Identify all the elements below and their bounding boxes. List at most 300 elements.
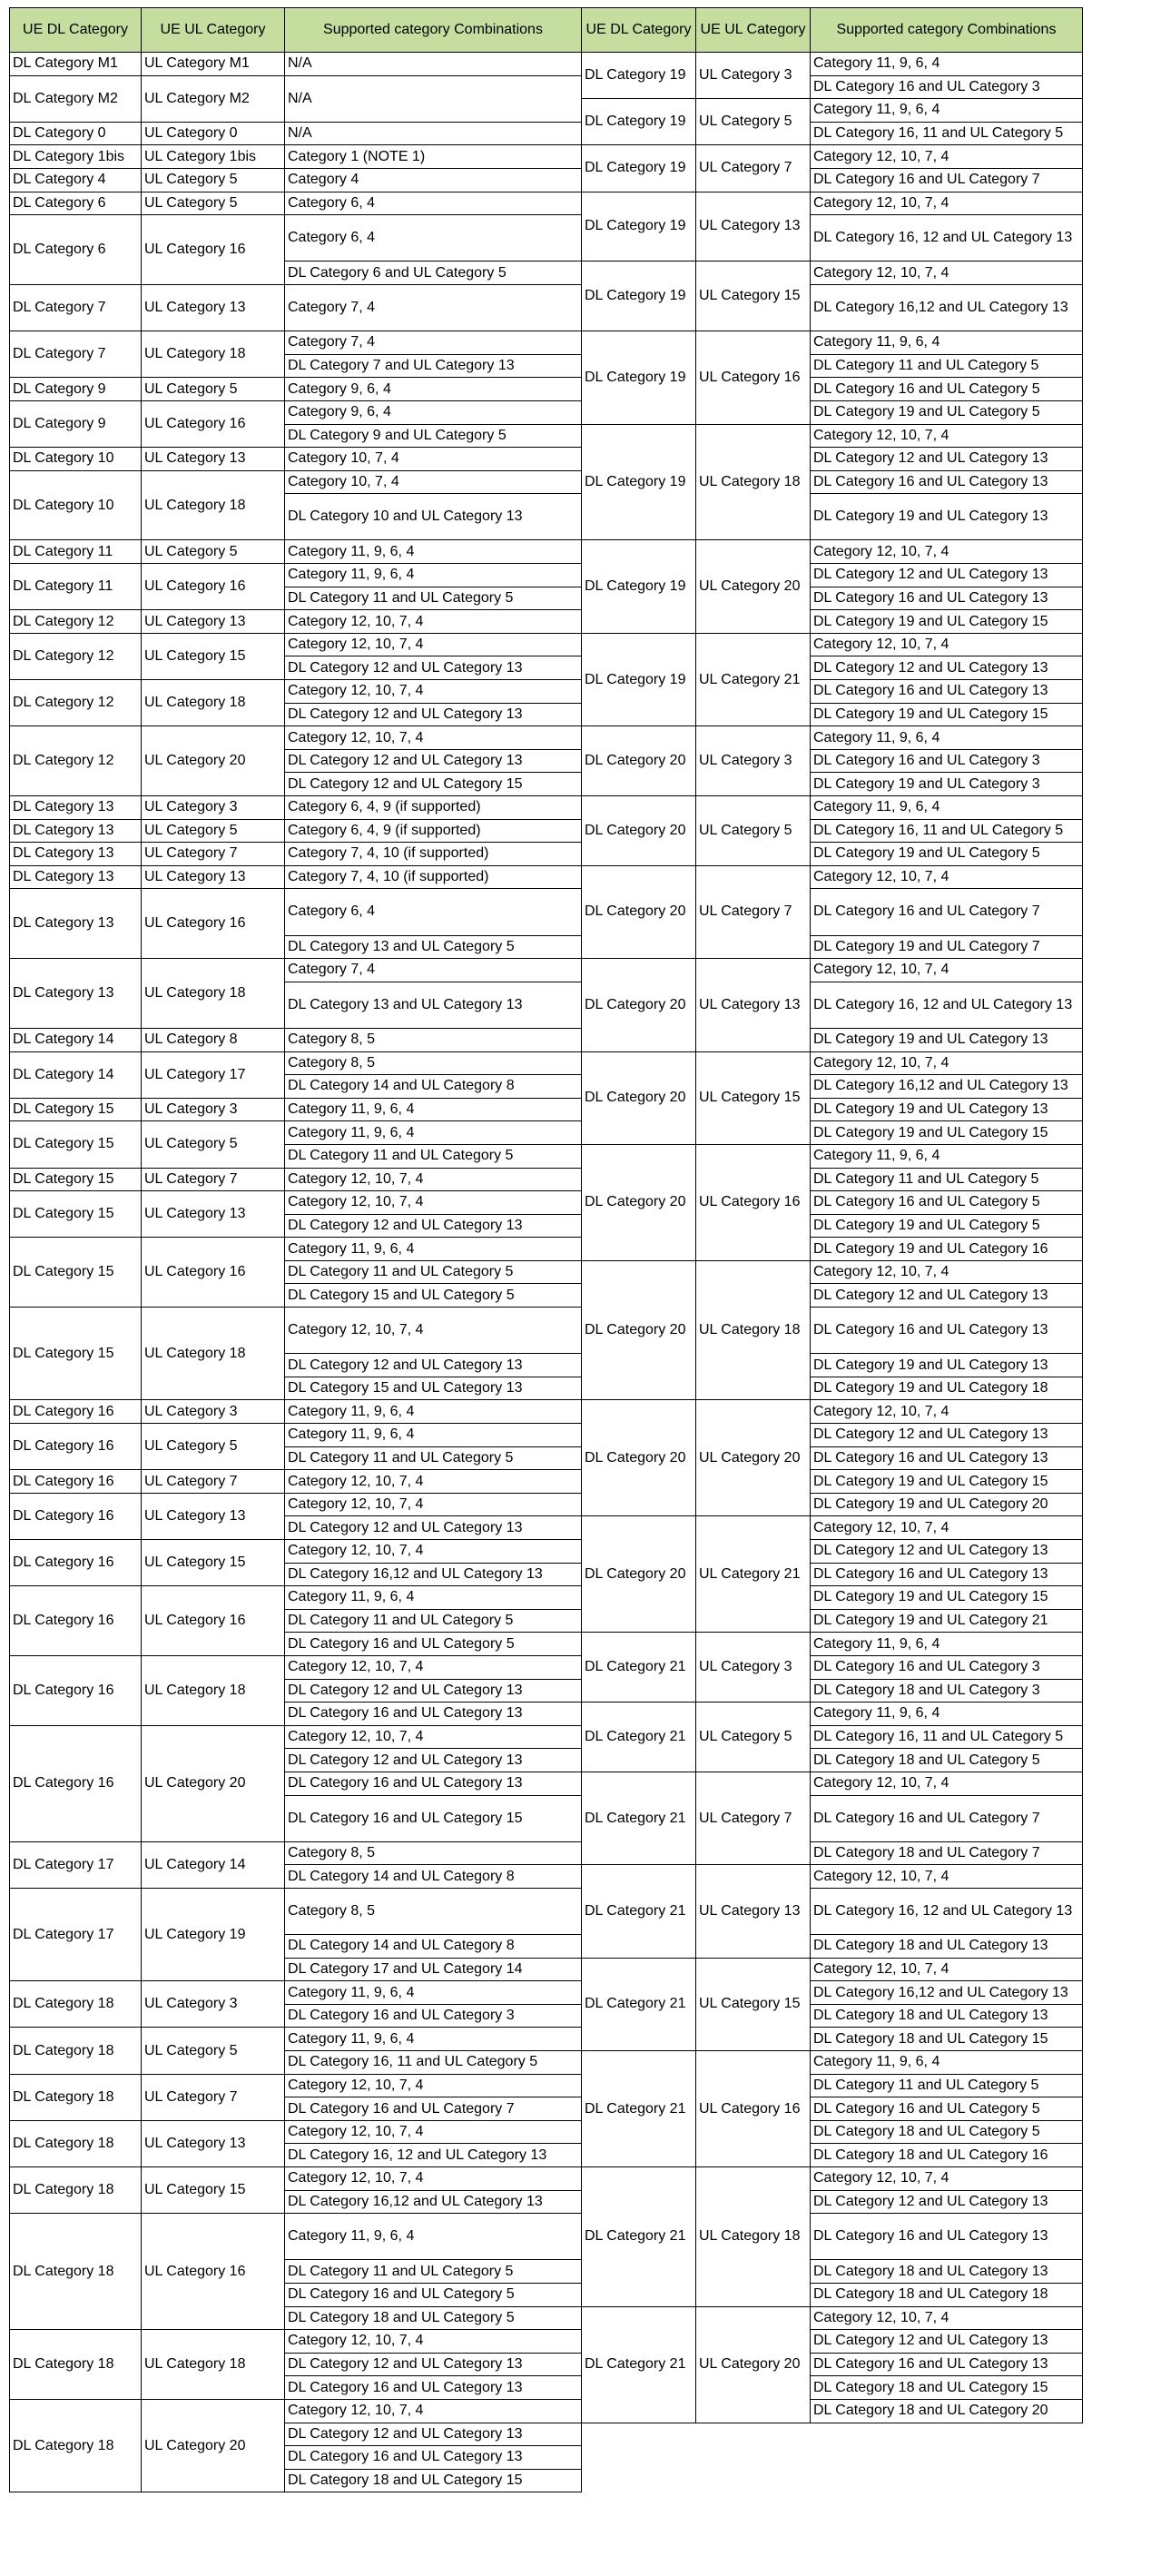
combination-cell: Category 12, 10, 7, 4 [811,192,1083,215]
dl-category-cell: DL Category 18 [10,2214,142,2330]
combination-cell: Category 12, 10, 7, 4 [811,1958,1083,1981]
combination-cell: Category 12, 10, 7, 4 [285,1191,582,1215]
combination-cell: DL Category 19 and UL Category 20 [811,1493,1083,1516]
combination-cell: DL Category 19 and UL Category 16 [811,1238,1083,1261]
dl-category-cell: DL Category 13 [10,843,142,866]
header-supported-combinations: Supported category Combinations [811,8,1083,53]
table-row [10,819,582,843]
combination-cell: DL Category 11 and UL Category 5 [811,354,1083,378]
dl-category-cell: DL Category 19 [582,262,696,331]
dl-category-cell: DL Category 20 [582,796,696,866]
ul-category-cell: UL Category 3 [696,726,811,796]
combination-cell: DL Category 19 and UL Category 21 [811,1609,1083,1633]
combination-cell: Category 8, 5 [285,1051,582,1075]
ul-category-cell: UL Category 13 [142,2120,285,2166]
dl-category-cell: DL Category 19 [582,53,696,99]
combination-cell: Category 11, 9, 6, 4 [285,2028,582,2051]
combination-cell: DL Category 11 and UL Category 5 [285,1144,582,1168]
dl-category-cell: DL Category 20 [582,1144,696,1260]
dl-category-cell: DL Category 13 [10,889,142,959]
combination-cell: DL Category 14 and UL Category 8 [285,1865,582,1889]
combination-cell: DL Category 16 and UL Category 13 [811,680,1083,704]
dl-category-cell: DL Category 7 [10,284,142,331]
combination-cell: DL Category 18 and UL Category 18 [811,2284,1083,2307]
ul-category-cell: UL Category 1bis [142,145,285,169]
table-row [10,1238,582,1261]
ul-category-cell: UL Category 16 [696,1144,811,1260]
table-row [582,865,1083,889]
combination-cell: Category 11, 9, 6, 4 [285,1586,582,1610]
ul-category-cell: UL Category 7 [142,843,285,866]
combination-cell: Category 12, 10, 7, 4 [285,2120,582,2144]
table-row [582,1051,1083,1075]
dl-category-cell: DL Category 16 [10,1540,142,1586]
header-ue-ul-category: UE UL Category [142,8,285,53]
ul-category-cell: UL Category 18 [142,2330,285,2400]
ul-category-cell: UL Category 16 [696,2051,811,2167]
combination-cell: DL Category 16 and UL Category 13 [285,1703,582,1726]
table-row [582,2167,1083,2191]
table-row [582,959,1083,982]
combination-cell: Category 12, 10, 7, 4 [285,1655,582,1679]
combination-cell: DL Category 15 and UL Category 13 [285,1377,582,1400]
combination-cell: DL Category 16, 11 and UL Category 5 [811,819,1083,843]
combination-cell: DL Category 16 and UL Category 13 [811,1563,1083,1586]
dl-category-cell: DL Category 19 [582,145,696,192]
combination-cell: DL Category 12 and UL Category 13 [811,2190,1083,2214]
combination-cell: DL Category 6 and UL Category 5 [285,262,582,285]
ul-category-cell: UL Category 16 [142,215,285,285]
dl-category-cell: DL Category 16 [10,1424,142,1470]
combination-cell: DL Category 12 and UL Category 13 [285,2423,582,2446]
table-body-left [10,53,582,2492]
combination-cell: DL Category 16 and UL Category 13 [811,2214,1083,2260]
ul-category-cell: UL Category 18 [142,470,285,540]
dl-category-cell: DL Category 18 [10,2330,142,2400]
combination-cell: Category 9, 6, 4 [285,378,582,401]
combination-cell: DL Category 16 and UL Category 7 [811,1795,1083,1841]
table-row [10,1051,582,1075]
combination-cell: DL Category 12 and UL Category 13 [811,1424,1083,1447]
dl-category-cell: DL Category 20 [582,1260,696,1400]
table-row [582,192,1083,215]
combination-cell: DL Category 16 and UL Category 5 [811,378,1083,401]
dl-category-cell: DL Category 7 [10,331,142,378]
combination-cell: DL Category 19 and UL Category 15 [811,1470,1083,1494]
table-row [582,726,1083,750]
ul-category-cell: UL Category 20 [142,2399,285,2492]
combination-cell: DL Category 14 and UL Category 8 [285,1075,582,1099]
combination-cell: DL Category 18 and UL Category 16 [811,2144,1083,2167]
combination-cell: DL Category 19 and UL Category 13 [811,1354,1083,1377]
combination-cell: Category 11, 9, 6, 4 [811,1144,1083,1168]
combination-cell: DL Category 11 and UL Category 5 [285,1446,582,1470]
combination-cell: DL Category 16 and UL Category 13 [811,470,1083,494]
combination-cell: Category 11, 9, 6, 4 [285,2214,582,2260]
table-header-row [582,8,1083,53]
ul-category-cell: UL Category 3 [142,1400,285,1424]
ul-category-cell: UL Category 13 [142,448,285,471]
ul-category-cell: UL Category 13 [696,1865,811,1958]
table-row [10,959,582,982]
combination-cell: Category 12, 10, 7, 4 [811,959,1083,982]
table-row [10,448,582,471]
ul-category-cell: UL Category M1 [142,53,285,76]
ul-category-cell: UL Category 16 [696,331,811,424]
table-row [10,633,582,656]
table-row [582,796,1083,820]
combination-cell: DL Category 16,12 and UL Category 13 [285,2190,582,2214]
combination-cell: DL Category 18 and UL Category 15 [285,2469,582,2492]
combination-cell: Category 11, 9, 6, 4 [811,796,1083,820]
table-row [10,1191,582,1215]
dl-category-cell: DL Category 16 [10,1586,142,1656]
table-row [10,1888,582,1934]
ul-category-cell: UL Category 5 [696,99,811,145]
combination-cell: DL Category 19 and UL Category 13 [811,1028,1083,1051]
combination-cell: DL Category 18 and UL Category 13 [811,1935,1083,1959]
table-row [10,1121,582,1145]
combination-cell: DL Category 16, 12 and UL Category 13 [811,215,1083,262]
dl-category-cell: DL Category 16 [10,1725,142,1841]
combination-cell: DL Category 19 and UL Category 13 [811,494,1083,540]
combination-cell: DL Category 16 and UL Category 13 [811,2353,1083,2376]
dl-category-cell: DL Category 21 [582,1633,696,1703]
dl-category-cell: DL Category 21 [582,2167,696,2307]
combination-cell: DL Category 18 and UL Category 13 [811,2260,1083,2284]
table-row [10,122,582,145]
combination-cell: Category 12, 10, 7, 4 [811,1400,1083,1424]
ul-category-cell: UL Category 3 [142,796,285,820]
combination-cell: Category 11, 9, 6, 4 [811,2051,1083,2075]
combination-cell: DL Category 16, 12 and UL Category 13 [811,1888,1083,1934]
combination-cell: DL Category 11 and UL Category 5 [285,2260,582,2284]
combination-cell: Category 12, 10, 7, 4 [285,610,582,634]
table-row [10,1028,582,1051]
combination-cell: DL Category 11 and UL Category 5 [285,1260,582,1284]
dl-category-cell: DL Category M2 [10,75,142,122]
table-row [10,1400,582,1424]
dl-category-cell: DL Category 18 [10,2120,142,2166]
table-row [10,2214,582,2260]
combination-cell: Category 12, 10, 7, 4 [285,1493,582,1516]
dl-category-cell: DL Category 0 [10,122,142,145]
combination-cell: DL Category 19 and UL Category 7 [811,935,1083,959]
combination-cell: DL Category 16,12 and UL Category 13 [811,284,1083,331]
dl-category-cell: DL Category 19 [582,331,696,424]
ul-category-cell: UL Category 20 [142,1725,285,1841]
dl-category-cell: DL Category 9 [10,378,142,401]
dl-category-cell: DL Category 13 [10,959,142,1029]
ul-category-cell: UL Category 13 [142,865,285,889]
combination-cell: DL Category 12 and UL Category 13 [811,448,1083,471]
dl-category-cell: DL Category 12 [10,610,142,634]
combination-cell: Category 1 (NOTE 1) [285,145,582,169]
combination-cell: Category 6, 4 [285,215,582,262]
table-row [10,400,582,424]
combination-cell: DL Category 13 and UL Category 5 [285,935,582,959]
table-row [10,215,582,262]
combination-cell: Category 11, 9, 6, 4 [811,1633,1083,1656]
combination-cell: Category 12, 10, 7, 4 [811,2306,1083,2330]
ul-category-cell: UL Category 15 [142,2167,285,2214]
combination-cell: Category 12, 10, 7, 4 [285,1725,582,1749]
combination-cell: DL Category 9 and UL Category 5 [285,424,582,448]
combination-cell: DL Category 16, 11 and UL Category 5 [285,2051,582,2075]
dl-category-cell: DL Category 19 [582,633,696,725]
combination-cell: Category 12, 10, 7, 4 [285,1470,582,1494]
table-row [10,889,582,935]
combination-cell: DL Category 12 and UL Category 13 [285,1749,582,1772]
table-row [10,331,582,355]
dl-category-cell: DL Category 20 [582,865,696,958]
ul-category-cell: UL Category 15 [696,1051,811,1144]
dl-category-cell: DL Category 20 [582,959,696,1051]
table-row [10,540,582,564]
combination-cell: Category 6, 4 [285,889,582,935]
ul-category-cell: UL Category 5 [696,1703,811,1772]
table-row [582,424,1083,448]
combination-cell: Category 11, 9, 6, 4 [811,99,1083,123]
combination-cell: DL Category 12 and UL Category 13 [285,1354,582,1377]
combination-cell: Category 6, 4, 9 (if supported) [285,796,582,820]
combination-cell: Category 10, 7, 4 [285,470,582,494]
ul-category-cell: UL Category 21 [696,1516,811,1633]
dl-category-cell: DL Category 19 [582,424,696,540]
dl-category-cell: DL Category 15 [10,1238,142,1308]
table-row [10,1424,582,1447]
dl-category-cell: DL Category 19 [582,192,696,262]
combination-cell: DL Category 11 and UL Category 5 [811,1168,1083,1191]
table-row [582,1144,1083,1168]
combination-cell: DL Category 16 and UL Category 13 [285,2376,582,2400]
combination-cell: DL Category 18 and UL Category 5 [285,2306,582,2330]
combination-cell: DL Category 18 and UL Category 15 [811,2028,1083,2051]
dl-category-cell: DL Category 16 [10,1400,142,1424]
ul-category-cell: UL Category 16 [142,1238,285,1308]
table-row [10,1470,582,1494]
combination-cell: DL Category 16, 12 and UL Category 13 [285,2144,582,2167]
ul-category-cell: UL Category 5 [142,378,285,401]
ul-category-cell: UL Category 14 [142,1841,285,1888]
table-row [582,1703,1083,1726]
ul-category-cell: UL Category 18 [142,680,285,726]
table-row [10,1841,582,1865]
ul-category-cell: UL Category 3 [696,53,811,99]
dl-category-cell: DL Category M1 [10,53,142,76]
ul-category-cell: UL Category 8 [142,1028,285,1051]
ul-category-cell: UL Category 16 [142,889,285,959]
combination-cell: DL Category 16 and UL Category 5 [285,1633,582,1656]
ul-category-cell: UL Category 5 [696,796,811,866]
ul-category-cell: UL Category 18 [142,331,285,378]
combination-cell: Category 12, 10, 7, 4 [811,865,1083,889]
combination-cell: DL Category 12 and UL Category 13 [285,1214,582,1238]
table-row [10,470,582,494]
combination-cell: DL Category 18 and UL Category 20 [811,2399,1083,2423]
table-row [582,2306,1083,2330]
ul-category-cell: UL Category 13 [142,1493,285,1539]
dl-category-cell: DL Category 12 [10,633,142,679]
combination-cell: DL Category 16 and UL Category 7 [285,2097,582,2121]
table-row [10,284,582,331]
ul-category-cell: UL Category 5 [142,819,285,843]
combination-cell: DL Category 15 and UL Category 5 [285,1284,582,1308]
table-row [10,378,582,401]
dl-category-cell: DL Category 10 [10,448,142,471]
combination-cell: DL Category 14 and UL Category 8 [285,1935,582,1959]
ul-category-cell: UL Category 20 [696,1400,811,1516]
dl-category-cell: DL Category 17 [10,1888,142,1980]
table-row [582,633,1083,656]
ul-category-cell: UL Category 18 [696,2167,811,2307]
combination-cell: Category 10, 7, 4 [285,448,582,471]
combination-cell: DL Category 17 and UL Category 14 [285,1958,582,1981]
table-row [10,1168,582,1191]
combination-cell: Category 7, 4, 10 (if supported) [285,865,582,889]
ul-category-cell: UL Category 20 [696,2306,811,2423]
combination-cell: DL Category 19 and UL Category 15 [811,610,1083,634]
header-ue-dl-category: UE DL Category [582,8,696,53]
dl-category-cell: DL Category 12 [10,680,142,726]
combination-cell: Category 11, 9, 6, 4 [285,540,582,564]
combination-cell: DL Category 16 and UL Category 3 [285,2004,582,2028]
table-row [10,843,582,866]
table-row [582,145,1083,169]
dl-category-cell: DL Category 4 [10,168,142,192]
combination-cell: DL Category 18 and UL Category 5 [811,2120,1083,2144]
combination-cell: DL Category 19 and UL Category 5 [811,1214,1083,1238]
table-row [10,2120,582,2144]
dl-category-cell: DL Category 18 [10,2028,142,2074]
combination-cell: DL Category 19 and UL Category 5 [811,843,1083,866]
combination-cell: DL Category 16 and UL Category 3 [811,75,1083,99]
dl-category-cell: DL Category 14 [10,1028,142,1051]
combination-cell: Category 12, 10, 7, 4 [811,424,1083,448]
table-row [10,796,582,820]
dl-category-cell: DL Category 18 [10,1981,142,2028]
table-row [582,53,1083,76]
ul-category-cell: UL Category 21 [696,633,811,725]
combination-cell: DL Category 16,12 and UL Category 13 [811,1981,1083,2005]
ul-category-cell: UL Category 7 [142,1168,285,1191]
combination-cell: Category 11, 9, 6, 4 [285,1098,582,1121]
combination-cell: Category 12, 10, 7, 4 [285,2074,582,2097]
dl-category-cell: DL Category 16 [10,1470,142,1494]
ul-category-cell: UL Category 18 [142,1308,285,1400]
combination-cell: Category 7, 4, 10 (if supported) [285,843,582,866]
dl-category-cell: DL Category 15 [10,1098,142,1121]
combination-cell: DL Category 18 and UL Category 7 [811,1841,1083,1865]
table-row [10,1725,582,1749]
table-row [10,145,582,169]
combination-cell: Category 4 [285,168,582,192]
combination-cell: Category 11, 9, 6, 4 [285,1121,582,1145]
combination-cell: DL Category 19 and UL Category 18 [811,1377,1083,1400]
ul-category-cell: UL Category 20 [696,540,811,633]
dl-category-cell: DL Category 16 [10,1493,142,1539]
dl-category-cell: DL Category 21 [582,1703,696,1772]
ul-category-cell: UL Category 19 [142,1888,285,1980]
combination-cell: Category 12, 10, 7, 4 [811,1260,1083,1284]
ul-category-cell: UL Category 7 [142,1470,285,1494]
ul-category-cell: UL Category 3 [142,1098,285,1121]
combination-cell: Category 7, 4 [285,284,582,331]
table-row [10,168,582,192]
dl-category-cell: DL Category 20 [582,726,696,796]
combination-cell: DL Category 13 and UL Category 13 [285,982,582,1028]
dl-category-cell: DL Category 15 [10,1308,142,1400]
ul-category-cell: UL Category 15 [142,1540,285,1586]
ul-category-cell: UL Category 13 [696,192,811,262]
combination-cell: Category 8, 5 [285,1888,582,1934]
combination-cell: DL Category 16 and UL Category 13 [811,1308,1083,1354]
combination-cell: Category 11, 9, 6, 4 [285,1424,582,1447]
combination-cell: DL Category 19 and UL Category 3 [811,773,1083,796]
combination-cell: DL Category 11 and UL Category 5 [285,587,582,610]
combination-cell: Category 12, 10, 7, 4 [285,680,582,704]
combination-cell: Category 12, 10, 7, 4 [285,726,582,750]
table-row [10,1655,582,1679]
table-row [10,2028,582,2051]
combination-cell: Category 12, 10, 7, 4 [811,145,1083,169]
combination-cell: Category 12, 10, 7, 4 [811,540,1083,564]
dl-category-cell: DL Category 1bis [10,145,142,169]
table-row [10,2399,582,2423]
table-header-row [10,8,582,53]
dl-category-cell: DL Category 13 [10,796,142,820]
combination-cell: DL Category 16, 12 and UL Category 13 [811,982,1083,1028]
combination-cell: Category 12, 10, 7, 4 [285,2330,582,2354]
combination-cell: N/A [285,53,582,76]
combination-cell: Category 11, 9, 6, 4 [285,1238,582,1261]
combination-cell: DL Category 16,12 and UL Category 13 [811,1075,1083,1099]
table-row [10,1540,582,1564]
combination-cell: Category 12, 10, 7, 4 [285,1308,582,1354]
combination-cell: Category 11, 9, 6, 4 [285,1981,582,2005]
combination-cell: DL Category 18 and UL Category 15 [811,2376,1083,2400]
combination-cell: DL Category 19 and UL Category 5 [811,400,1083,424]
dl-category-cell: DL Category 15 [10,1191,142,1238]
table-row [582,1772,1083,1795]
dl-category-cell: DL Category 12 [10,726,142,796]
combination-cell: DL Category 12 and UL Category 13 [811,564,1083,587]
combination-cell: DL Category 16 and UL Category 13 [811,1446,1083,1470]
ul-category-cell: UL Category 13 [696,959,811,1051]
combination-cell: Category 9, 6, 4 [285,400,582,424]
ul-category-cell: UL Category 13 [142,284,285,331]
table-row [10,2330,582,2354]
ul-category-cell: UL Category 17 [142,1051,285,1098]
dl-category-cell: DL Category 21 [582,2306,696,2423]
ul-category-cell: UL Category 15 [696,262,811,331]
dl-category-cell: DL Category 11 [10,564,142,610]
combination-cell: Category 12, 10, 7, 4 [285,633,582,656]
ul-category-cell: UL Category 15 [142,633,285,679]
dl-category-cell: DL Category 18 [10,2399,142,2492]
combination-cell: Category 11, 9, 6, 4 [811,726,1083,750]
ul-category-cell: UL Category 7 [142,2074,285,2120]
ul-category-cell: UL Category M2 [142,75,285,122]
table-body-right [582,53,1083,2423]
combination-cell: Category 6, 4, 9 (if supported) [285,819,582,843]
ul-category-cell: UL Category 5 [142,1424,285,1470]
dl-category-cell: DL Category 13 [10,819,142,843]
table-row [10,53,582,76]
ul-category-cell: UL Category 5 [142,2028,285,2074]
table-row [10,1098,582,1121]
ul-category-cell: UL Category 7 [696,145,811,192]
